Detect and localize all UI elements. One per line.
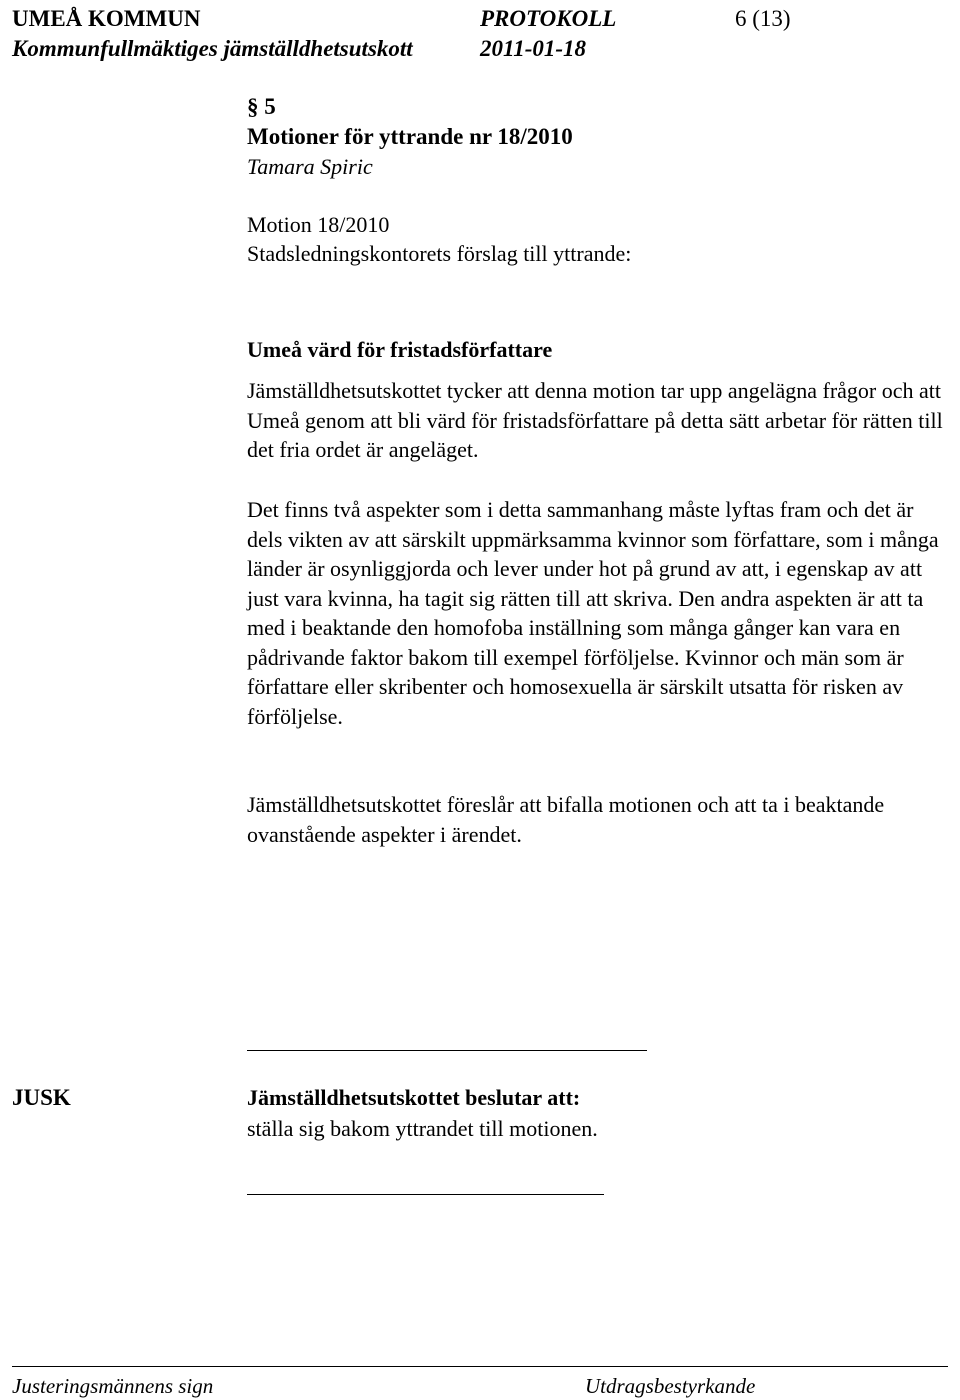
paragraph-2: Det finns två aspekter som i detta sammanhang måste lyftas fram och det är dels vikten av att särskilt uppmärksamma kvinnor som författare, som i många länder är osynliggjorda och lever under hot på grund av att, i egenskap av att just vara kvinna, ha tagit sig rätten till att skriva. Den andra aspekten är att ta med i beaktande den homofoba inställning som många gånger kan vara en pådrivande faktor bakom till exempel förföljelse. Kvinnor och män som är författare eller skribenter och homosexuella är särskilt utsatta för risken av förföljelse. xyxy=(247,497,939,729)
separator-line-bottom xyxy=(247,1194,604,1195)
decision-text: ställa sig bakom yttrandet till motionen. xyxy=(247,1116,598,1141)
motion-reference: Motion 18/2010 xyxy=(247,212,390,237)
paragraph-number: § 5 xyxy=(247,94,276,119)
decision-heading: Jämställdhetsutskottet beslutar att: xyxy=(247,1085,581,1110)
motion-author: Tamara Spiric xyxy=(247,154,373,179)
footer-signature-label: Justeringsmännens sign xyxy=(12,1374,214,1398)
meeting-date: 2011-01-18 xyxy=(480,36,587,61)
content-subheading: Umeå värd för fristadsförfattare xyxy=(247,337,553,362)
committee-name: Kommunfullmäktiges jämställdhetsutskott xyxy=(12,36,413,61)
footer-rule xyxy=(12,1366,948,1367)
section-title: Motioner för yttrande nr 18/2010 xyxy=(247,124,573,149)
footer-certification-label: Utdragsbestyrkande xyxy=(585,1374,756,1398)
org-name: UMEÅ KOMMUN xyxy=(12,6,201,31)
decision-label: JUSK xyxy=(12,1085,71,1110)
proposal-label: Stadsledningskontorets förslag till yttrande: xyxy=(247,241,632,266)
document-type: PROTOKOLL xyxy=(480,6,617,31)
page-number: 6 (13) xyxy=(735,6,791,31)
paragraph-3: Jämställdhetsutskottet föreslår att bifalla motionen och att ta i beaktande ovanstående aspekter i ärendet. xyxy=(247,792,885,847)
paragraph-1: Jämställdhetsutskottet tycker att denna motion tar upp angelägna frågor och att Umeå genom att bli värd för fristadsförfattare på detta sätt arbetar för rätten till det fria ordet är angeläget. xyxy=(247,378,943,462)
separator-line-top xyxy=(247,1050,647,1051)
